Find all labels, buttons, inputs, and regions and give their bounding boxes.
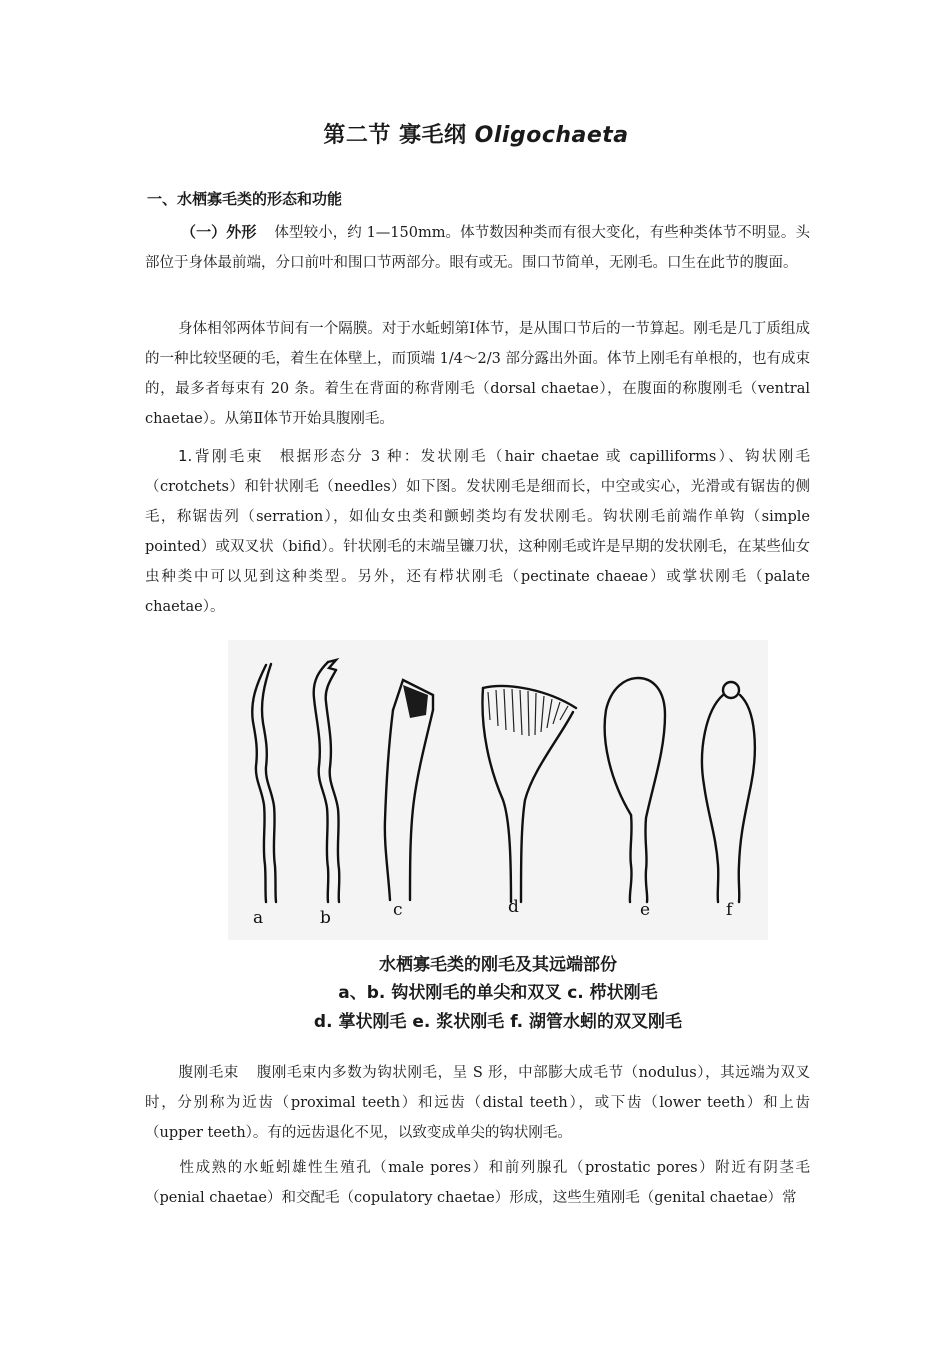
- paragraph-segments: [145, 314, 810, 434]
- paragraph-text-segments: 身体相邻两体节间有一个隔膜。对于水蚯蚓第Ⅰ体节，是从围口节后的一节算起。刚毛是几丁质组成的一种比较坚硬的毛，着生在体壁上，而顶端 1/4～2/3 部分露出外面。体节上刚毛有单根的，也有成束的，最多者每束有 20 条。着生在背面的称背刚毛（dorsal chaetae），在腹面的称腹刚毛（ventral chaetae）。从第Ⅱ体节开始具腹刚毛。: [145, 321, 810, 427]
- label-d: d: [508, 897, 519, 917]
- paragraph-genital-chaetae: [145, 1153, 810, 1213]
- paragraph-text-external-form: 体型较小，约 1—150mm。体节数因种类而有很大变化，有些种类体节不明显。头部位于身体最前端，分口前叶和围口节两部分。眼有或无。围口节简单，无刚毛。口生在此节的腹面。: [145, 225, 810, 271]
- paragraph-text-dorsal-chaetae: 根据形态分 3 种：发状刚毛（hair chaetae 或 capilliforms）、钩状刚毛（crotchets）和针状刚毛（needles）如下图。发状刚毛是细而长，中空或实心，光滑或有锯齿的侧毛，称锯齿列（serration），如仙女虫类和颤蚓类均有发状刚毛。钩状刚毛前端作单钩（simple pointed）或双叉状（bifid）。针状刚毛的末端呈镰刀状，这种刚毛或许是早期的发状刚毛，在某些仙女虫种类中可以见到这种类型。另外，还有栉状刚毛（pectinate chaeae）或掌状刚毛（palate chaetae）。: [145, 449, 810, 615]
- page-title: [0, 118, 952, 149]
- paragraph-text-genital-chaetae: 性成熟的水蚯蚓雄性生殖孔（male pores）和前列腺孔（prostatic pores）附近有阴茎毛（penial chaetae）和交配毛（copulatory chaetae）形成，这些生殖刚毛（genital chaetae）常: [145, 1160, 810, 1206]
- figure-caption-line-3: d. 掌状刚毛 e. 浆状刚毛 f. 湖管水蚓的双叉刚毛: [313, 1012, 683, 1032]
- paragraph-label-dorsal-chaetae: 1.背刚毛束: [178, 447, 264, 465]
- paragraph-external-form: [145, 217, 810, 278]
- label-e: e: [640, 900, 651, 920]
- chaetae-figure: [228, 640, 768, 940]
- paragraph-text-ventral-chaetae: 腹刚毛束内多数为钩状刚毛，呈 S 形，中部膨大成毛节（nodulus），其远端为双叉时，分别称为近齿（proximal teeth）和远齿（distal teeth），或下齿（lower teeth）和上齿（upper teeth）。有的远齿退化不见，以致变成单尖的钩状刚毛。: [145, 1065, 810, 1141]
- section-heading: 一、水栖寡毛类的形态和功能: [147, 190, 343, 208]
- chaetae-drawing: [228, 640, 768, 940]
- paragraph-label-external-form: （一）外形: [181, 223, 257, 241]
- title-chinese: 第二节 寡毛纲: [323, 123, 475, 148]
- paragraph-ventral-chaetae: [145, 1058, 810, 1148]
- label-c: c: [393, 900, 403, 920]
- figure-caption-line-2: a、b. 钩状刚毛的单尖和双叉 c. 栉状刚毛: [338, 983, 658, 1003]
- title-latin: Oligochaeta: [474, 123, 629, 148]
- paragraph-label-ventral-chaetae: 腹刚毛束: [178, 1065, 239, 1081]
- label-a: a: [253, 908, 264, 928]
- label-f: f: [726, 900, 733, 920]
- label-b: b: [320, 908, 331, 928]
- figure-caption-title: 水栖寡毛类的刚毛及其远端部份: [379, 955, 617, 975]
- paragraph-dorsal-chaetae: [145, 441, 810, 622]
